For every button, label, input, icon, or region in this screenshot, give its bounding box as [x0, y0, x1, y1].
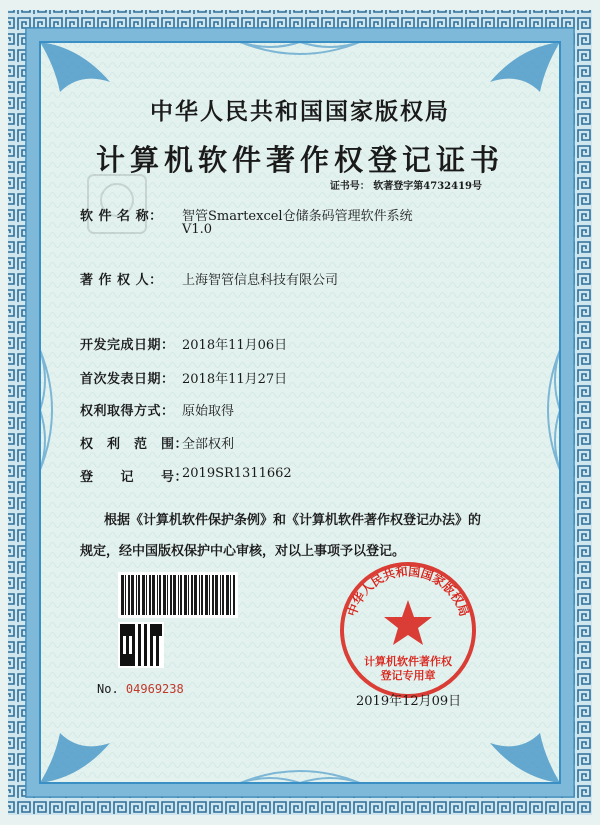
serial-prefix: No. [97, 682, 119, 696]
development-date-label: 开发完成日期： [80, 338, 175, 353]
registration-number-label: 登 记 号： [80, 470, 189, 485]
copyright-owner-label: 著 作 权 人： [80, 273, 163, 288]
certificate-title: 计算机软件著作权登记证书 [95, 143, 504, 177]
software-name-label: 软 件 名 称： [80, 209, 163, 224]
statement-line-1: 根据《计算机软件保护条例》和《计算机软件著作权登记办法》的 [104, 513, 482, 528]
seal-inner-text-2: 登记专用章 [380, 669, 436, 682]
statement-line-2: 规定，经中国版权保护中心审核，对以上事项予以登记。 [80, 544, 406, 559]
rights-scope-value: 全部权利 [182, 437, 235, 452]
publication-date-value: 2018年11月27日 [182, 372, 288, 387]
acquisition-method-label: 权利取得方式： [80, 404, 175, 419]
copyright-owner-value: 上海智管信息科技有限公司 [182, 273, 339, 288]
serial-number [97, 682, 184, 696]
issue-date: 2019年12月09日 [356, 694, 462, 709]
certificate-number: 证书号： 软著登字第4732419号 [329, 181, 482, 192]
seal-outer-text: 中华人民共和国国家版权局 [344, 564, 472, 619]
acquisition-method-value: 原始取得 [182, 404, 235, 419]
software-version-value: V1.0 [182, 222, 213, 237]
publication-date-label: 首次发表日期： [80, 372, 175, 387]
registration-number-value: 2019SR1311662 [182, 466, 292, 481]
software-name-value: 智管Smartexcel仓储条码管理软件系统 [182, 209, 413, 224]
serial-value: 04969238 [125, 682, 184, 696]
development-date-value: 2018年11月06日 [182, 338, 288, 353]
issuing-authority: 中华人民共和国国家版权局 [150, 98, 450, 125]
seal-inner-text-1: 计算机软件著作权 [364, 655, 452, 668]
rights-scope-label: 权 利 范 围： [80, 437, 189, 452]
